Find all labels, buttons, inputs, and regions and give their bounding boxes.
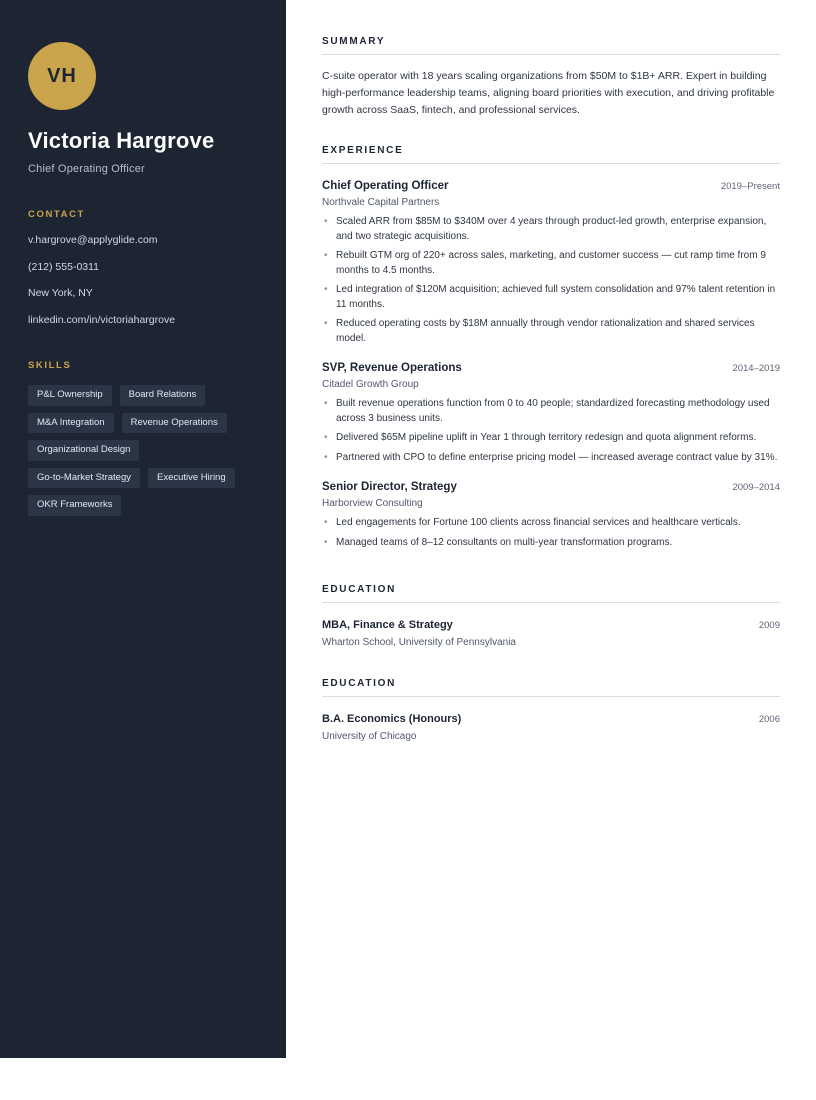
education-entry: [322, 619, 780, 648]
job-bullets: [322, 397, 780, 465]
education-heading-secondary: EDUCATION: [322, 678, 780, 697]
experience-section: [322, 145, 780, 550]
job-bullet: • Delivered $65M pipeline uplift in Year 1 through territory redesign and quota alignment reforms.: [322, 431, 780, 446]
avatar: VH: [28, 42, 96, 110]
summary-heading: SUMMARY: [322, 36, 780, 55]
summary-text: C-suite operator with 18 years scaling organizations from $50M to $1B+ ARR. Expert in building high-performance leadership teams, aligning board priorities with execution, and driving profitable growth across SaaS, fintech, and professional services.: [322, 70, 775, 116]
job-bullet: • Scaled ARR from $85M to $340M over 4 years through product-led growth, enterprise expansion, and two strategic acquisitions.: [322, 215, 780, 244]
contact-heading: CONTACT: [28, 209, 85, 220]
job-bullet: • Led engagements for Fortune 100 clients across financial services and healthcare verticals.: [322, 516, 780, 531]
experience-entry-header: [322, 362, 780, 374]
experience-heading: EXPERIENCE: [322, 145, 780, 164]
skill-tag: Go-to-Market Strategy: [28, 468, 140, 489]
main-content: [286, 0, 816, 1100]
education-section: [322, 584, 780, 648]
education-school: Wharton School, University of Pennsylvania: [322, 637, 516, 648]
skill-tag: M&A Integration: [28, 413, 114, 434]
education-entry: [322, 713, 780, 742]
candidate-name: Victoria Hargrove: [28, 128, 215, 153]
education-entry-header: [322, 713, 780, 725]
contact-linkedin[interactable]: linkedin.com/in/victoriahargrove: [28, 313, 176, 326]
education-year: 2009: [758, 620, 780, 631]
contact-location: New York, NY: [28, 287, 93, 300]
skill-tag: Board Relations: [120, 385, 206, 406]
education-school: University of Chicago: [322, 731, 417, 742]
job-bullets: [322, 516, 780, 550]
job-bullet: • Managed teams of 8–12 consultants on multi-year transformation programs.: [322, 536, 780, 551]
job-title: Chief Operating Officer: [322, 180, 449, 192]
education-year: 2006: [758, 714, 780, 725]
candidate-role: Chief Operating Officer: [28, 163, 145, 175]
summary-section: [322, 36, 780, 119]
skills-list: [28, 385, 258, 516]
skill-tag: Revenue Operations: [122, 413, 227, 434]
skill-tag: P&L Ownership: [28, 385, 112, 406]
education-entry-header: [322, 619, 780, 631]
job-bullets: [322, 215, 780, 346]
education-heading: EDUCATION: [322, 584, 780, 603]
job-bullet: • Rebuilt GTM org of 220+ across sales, marketing, and customer success — cut ramp time from 9 months to 4.5 months.: [322, 249, 780, 278]
job-organization: Harborview Consulting: [322, 498, 423, 509]
job-dates: 2009–2014: [732, 482, 780, 493]
job-title: Senior Director, Strategy: [322, 481, 457, 493]
job-dates: 2019–Present: [720, 181, 780, 192]
job-bullet: • Built revenue operations function from 0 to 40 people; standardized forecasting methodology used across 3 business units.: [322, 397, 780, 426]
experience-entry-header: [322, 481, 780, 493]
contact-email[interactable]: v.hargrove@applyglide.com: [28, 234, 158, 246]
experience-entry: [322, 180, 780, 346]
sidebar: [0, 0, 286, 1058]
job-bullet: • Partnered with CPO to define enterprise pricing model — increased average contract value by 31%.: [322, 451, 780, 466]
job-title: SVP, Revenue Operations: [322, 362, 462, 374]
skill-tag: Organizational Design: [28, 440, 139, 461]
job-organization: Northvale Capital Partners: [322, 197, 440, 208]
skill-tag: Executive Hiring: [148, 468, 235, 489]
job-bullet: • Reduced operating costs by $18M annually through vendor rationalization and shared services model.: [322, 317, 780, 346]
job-organization: Citadel Growth Group: [322, 379, 419, 390]
job-dates: 2014–2019: [732, 363, 780, 374]
experience-entry: [322, 362, 780, 465]
education-degree: MBA, Finance & Strategy: [322, 619, 453, 631]
job-bullet: • Led integration of $120M acquisition; achieved full system consolidation and 97% talent retention in 11 months.: [322, 283, 780, 312]
skills-heading: SKILLS: [28, 360, 72, 372]
education-degree: B.A. Economics (Honours): [322, 713, 462, 725]
education-section-secondary: [322, 678, 780, 742]
experience-entry-header: [322, 180, 780, 192]
skill-tag: OKR Frameworks: [28, 495, 121, 516]
contact-phone: (212) 555-0311: [28, 260, 100, 273]
experience-entry: [322, 481, 780, 550]
